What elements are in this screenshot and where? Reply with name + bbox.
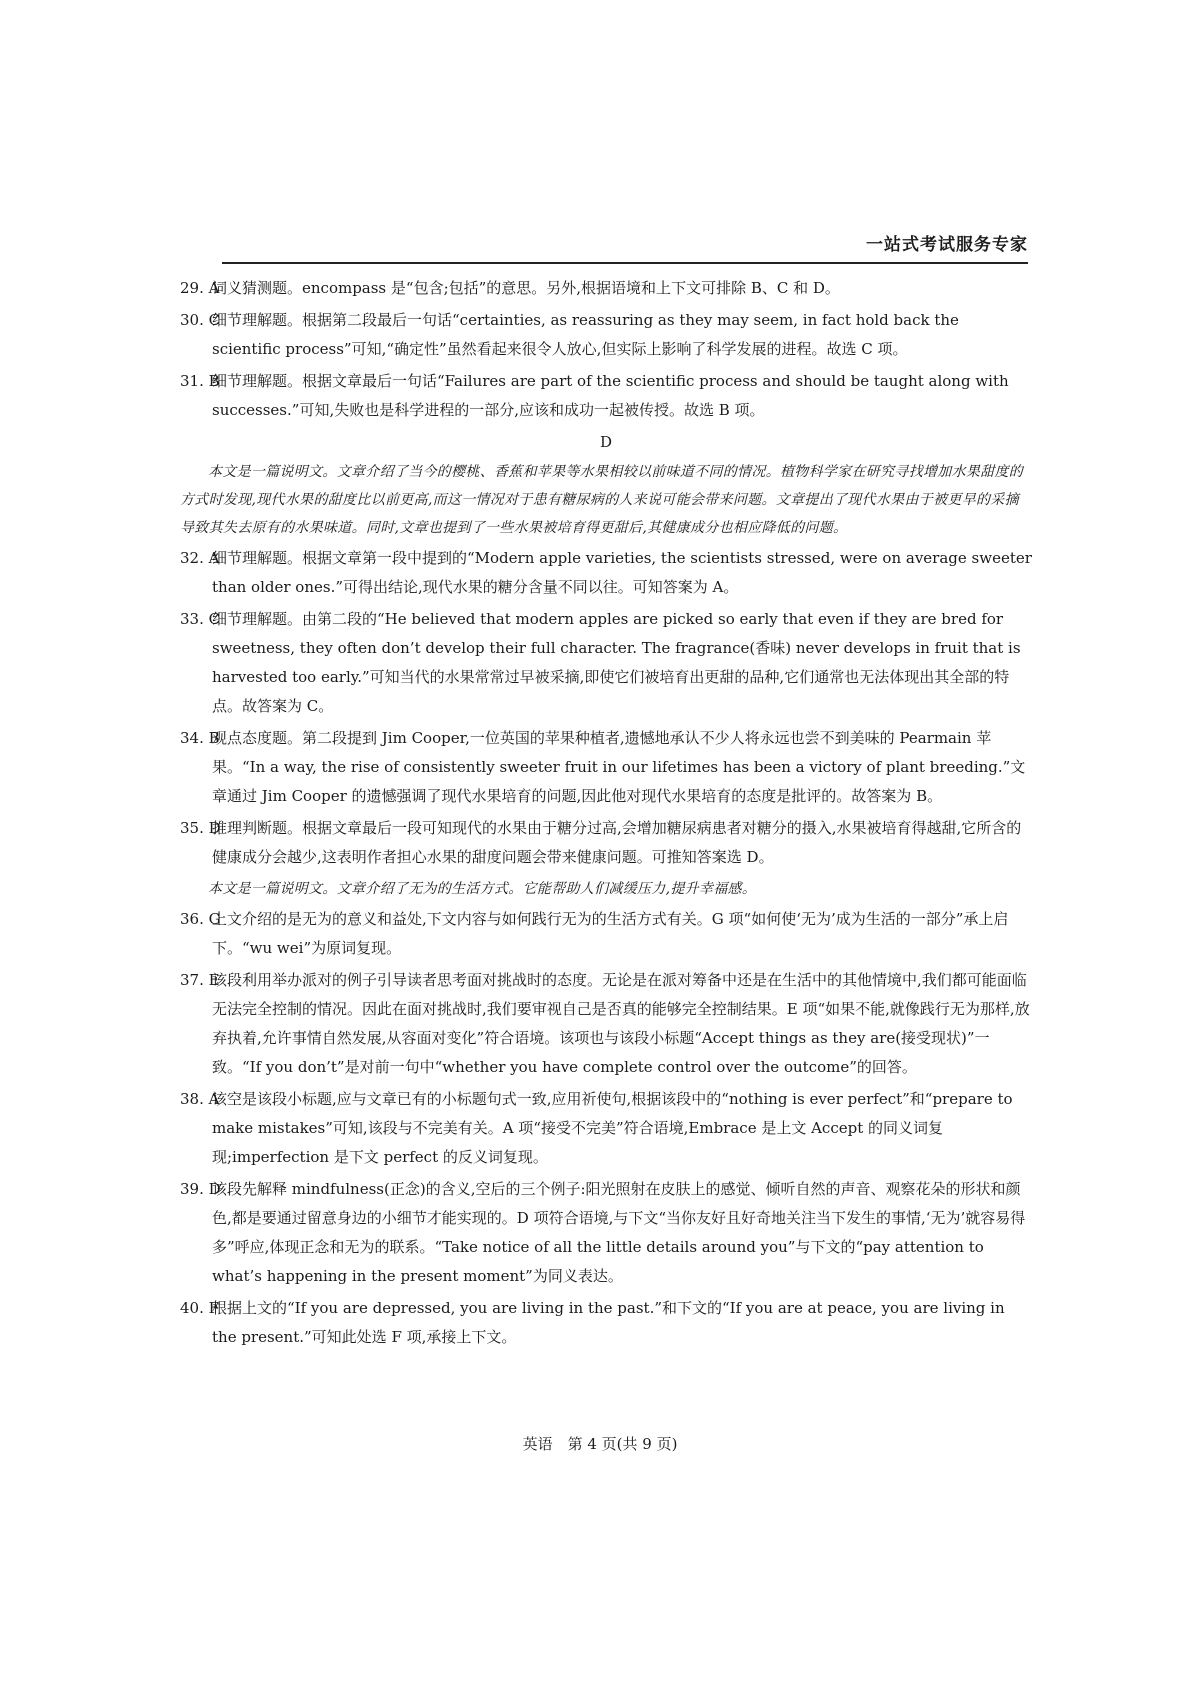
question-number: 35. D: [180, 819, 221, 837]
answer-item-36: [180, 905, 1032, 963]
answer-item-39: [180, 1175, 1032, 1291]
answer-item-30: [180, 306, 1032, 364]
explanation-text: 推理判断题。根据文章最后一段可知现代的水果由于糖分过高,会增加糖尿病患者对糖分的摄入,水果被培育得越甜,它所含的健康成分会越少,这表明作者担心水果的甜度问题会带来健康问题。可推知答案选 D。: [212, 819, 1022, 866]
explanation-text: 该段先解释 mindfulness(正念)的含义,空后的三个例子:阳光照射在皮肤上的感觉、倾听自然的声音、观察花朵的形状和颜色,都是要通过留意身边的小细节才能实现的。D 项符合语境,与下文“当你友好且好奇地关注当下发生的事情,‘无为’就容易得多”呼应,体现正念和无为的联系。“Take notice of all the little details around you”与下文的“pay attention to what’s happening in the present moment”为同义表达。: [212, 1180, 1026, 1285]
explanation-text: 该段利用举办派对的例子引导读者思考面对挑战时的态度。无论是在派对筹备中还是在生活中的其他情境中,我们都可能面临无法完全控制的情况。因此在面对挑战时,我们要审视自己是否真的能够完全控制结果。E 项“如果不能,就像践行无为那样,放弃执着,允许事情自然发展,从容面对变化”符合语境。该项也与该段小标题“Accept things as they are(接受现状)”一致。“If you don’t”是对前一句中“whether you have complete control over the outcome”的回答。: [212, 971, 1030, 1076]
question-number: 32. A: [180, 549, 220, 567]
question-number: 31. B: [180, 372, 220, 390]
explanation-text: 词义猜测题。encompass 是“包含;包括”的意思。另外,根据语境和上下文可排除 B、C 和 D。: [212, 279, 840, 297]
section-d-summary: 本文是一篇说明文。文章介绍了当今的樱桃、香蕉和苹果等水果相较以前味道不同的情况。植物科学家在研究寻找增加水果甜度的方式时发现,现代水果的甜度比以前更高,而这一情况对于患有糖尿病的人来说可能会带来问题。文章提出了现代水果由于被更早的采摘导致其失去原有的水果味道。同时,文章也提到了一些水果被培育得更甜后,其健康成分也相应降低的问题。: [180, 464, 1024, 536]
answer-item-40: [180, 1294, 1032, 1352]
answer-item-31: [180, 367, 1032, 425]
header-divider: [222, 262, 1028, 264]
explanation-text: 根据上文的“If you are depressed, you are living in the past.”和下文的“If you are at peace, you are living in the present.”可知此处选 F 项,承接上下文。: [212, 1299, 1005, 1346]
explanation-text: 该空是该段小标题,应与文章已有的小标题句式一致,应用祈使句,根据该段中的“nothing is ever perfect”和“prepare to make mistakes”可知,该段与不完美有关。A 项“接受不完美”符合语境,Embrace 是上文 Accept 的同义词复现;imperfection 是下文 perfect 的反义词复现。: [212, 1090, 1013, 1166]
header-brand: 一站式考试服务专家: [866, 235, 1028, 255]
page-footer: 英语 第 4 页(共 9 页): [522, 1435, 678, 1453]
question-number: 29. A: [180, 279, 220, 297]
question-number: 37. E: [180, 971, 220, 989]
question-number: 39. D: [180, 1180, 221, 1198]
explanation-text: 细节理解题。根据文章第一段中提到的“Modern apple varieties, the scientists stressed, were on average sweeter than older ones.”可得出结论,现代水果的糖分含量不同以往。可知答案为 A。: [212, 549, 1032, 596]
question-number: 34. B: [180, 729, 220, 747]
explanation-text: 观点态度题。第二段提到 Jim Cooper,一位英国的苹果种植者,遗憾地承认不少人将永远也尝不到美味的 Pearmain 苹果。“In a way, the rise of consistently sweeter fruit in our lifetimes has been a victory of plant breeding.”文章通过 Jim Cooper 的遗憾强调了现代水果培育的问题,因此他对现代水果培育的态度是批评的。故答案为 B。: [212, 729, 1026, 805]
answer-item-29: [180, 274, 1032, 303]
answer-item-35: [180, 814, 1032, 872]
question-number: 38. A: [180, 1090, 220, 1108]
seven-choice-summary: 本文是一篇说明文。文章介绍了无为的生活方式。它能帮助人们减缓压力,提升幸福感。: [208, 881, 757, 897]
question-number: 30. C: [180, 311, 221, 329]
question-number: 33. C: [180, 610, 221, 628]
explanation-text: 细节理解题。由第二段的“He believed that modern apples are picked so early that even if they are bred for sweetness, they often don’t develop their full character. The fragrance(香味) never develops in fruit that is harvested too early.”可知当代的水果常常过早被采摘,即使它们被培育出更甜的品种,它们通常也无法体现出其全部的特点。故答案为 C。: [212, 610, 1021, 715]
answer-item-38: [180, 1085, 1032, 1172]
question-number: 36. G: [180, 910, 221, 928]
answer-item-34: [180, 724, 1032, 811]
answer-item-37: [180, 966, 1032, 1082]
section-heading-d: D: [599, 433, 613, 451]
answer-item-32: [180, 544, 1032, 602]
explanation-text: 细节理解题。根据文章最后一句话“Failures are part of the scientific process and should be taught along with successes.”可知,失败也是科学进程的一部分,应该和成功一起被传授。故选 B 项。: [212, 372, 1009, 419]
question-number: 40. F: [180, 1299, 220, 1317]
explanation-text: 上文介绍的是无为的意义和益处,下文内容与如何践行无为的生活方式有关。G 项“如何使‘无为’成为生活的一部分”承上启下。“wu wei”为原词复现。: [212, 910, 1009, 957]
answer-explanations: [180, 274, 1032, 1355]
answer-item-33: [180, 605, 1032, 721]
explanation-text: 细节理解题。根据第二段最后一句话“certainties, as reassuring as they may seem, in fact hold back the scientific process”可知,“确定性”虽然看起来很令人放心,但实际上影响了科学发展的进程。故选 C 项。: [212, 311, 959, 358]
